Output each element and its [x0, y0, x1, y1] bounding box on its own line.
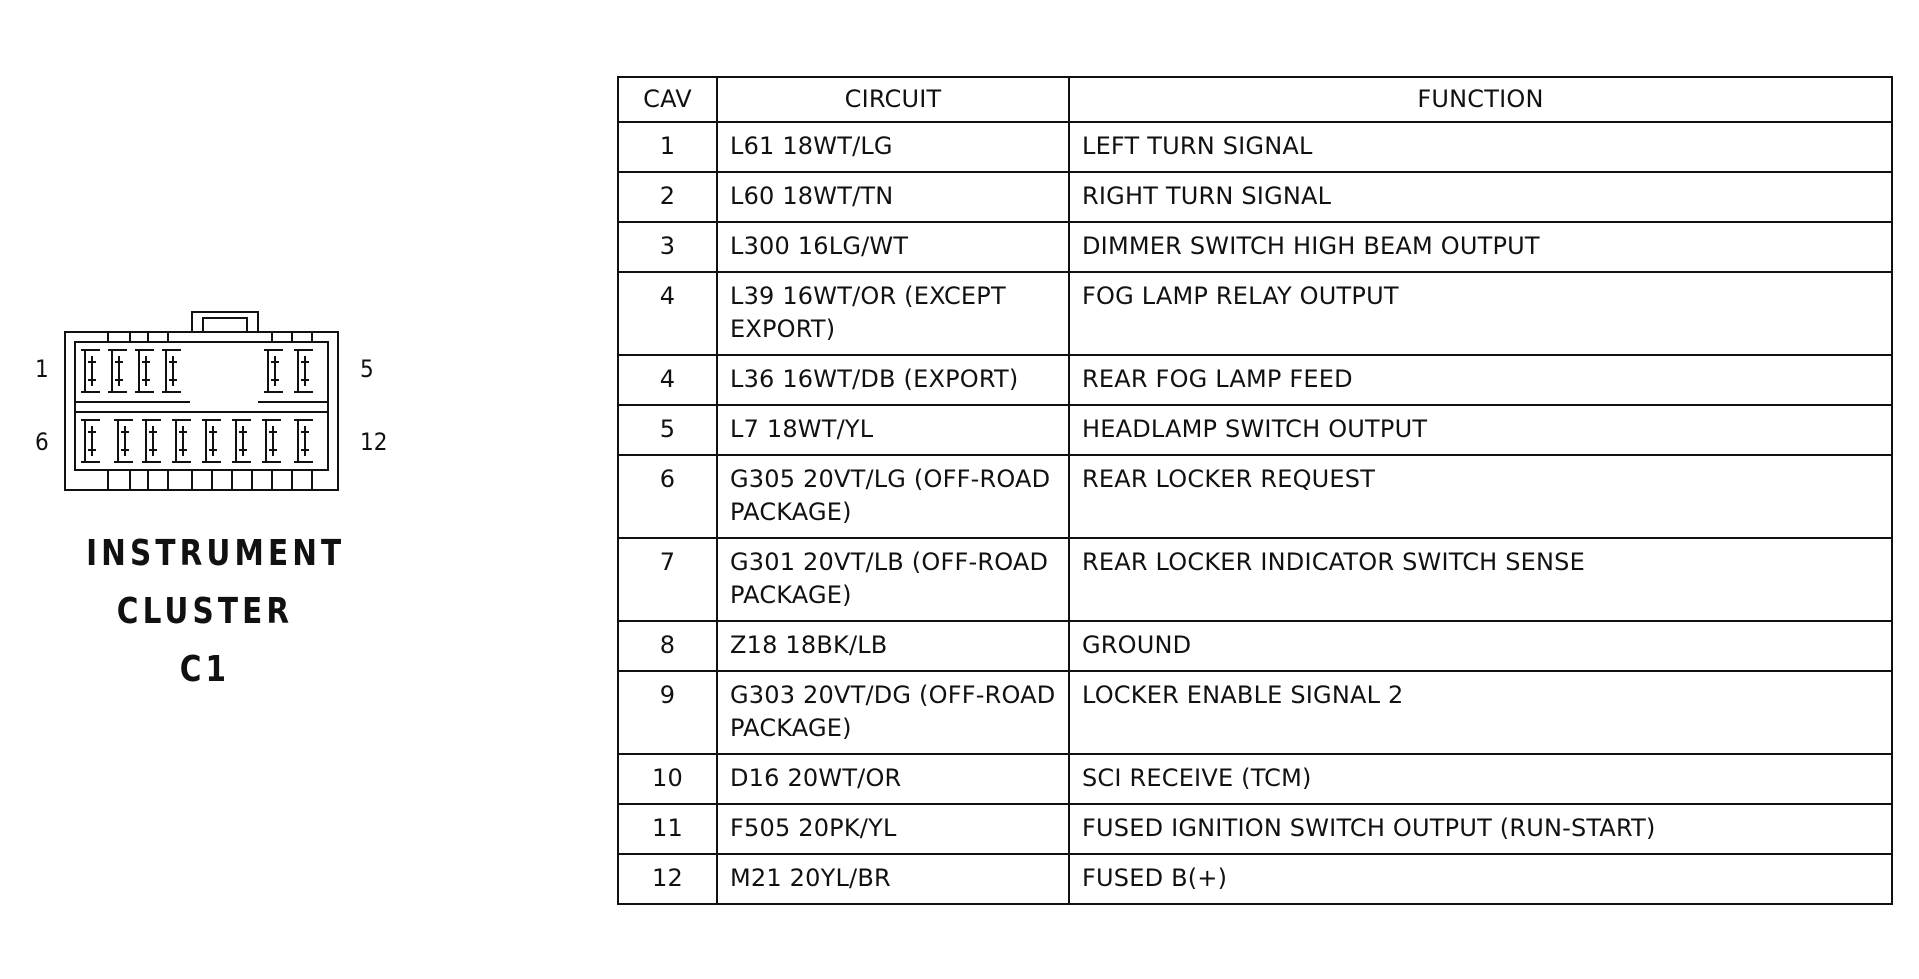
cav-cell: 11: [618, 804, 717, 854]
circuit-cell: L60 18WT/TN: [717, 172, 1069, 222]
cav-cell: 3: [618, 222, 717, 272]
cav-cell: 8: [618, 621, 717, 671]
pinout-table: [617, 76, 1893, 905]
cav-cell: 6: [618, 455, 717, 538]
circuit-cell: L300 16LG/WT: [717, 222, 1069, 272]
function-cell: SCI RECEIVE (TCM): [1069, 754, 1892, 804]
table-row: [618, 621, 1892, 671]
function-cell: DIMMER SWITCH HIGH BEAM OUTPUT: [1069, 222, 1892, 272]
function-cell: GROUND: [1069, 621, 1892, 671]
table-header-row: [618, 77, 1892, 122]
table-row: [618, 671, 1892, 754]
function-cell: HEADLAMP SWITCH OUTPUT: [1069, 405, 1892, 455]
function-cell: REAR FOG LAMP FEED: [1069, 355, 1892, 405]
header-function: FUNCTION: [1069, 77, 1892, 122]
cav-cell: 4: [618, 272, 717, 355]
cav-cell: 4: [618, 355, 717, 405]
table-row: [618, 538, 1892, 621]
circuit-cell: Z18 18BK/LB: [717, 621, 1069, 671]
pin-label-12: 12: [360, 428, 388, 456]
connector-face-icon: [0, 0, 420, 520]
connector-title-line2: CLUSTER C1: [116, 591, 294, 690]
function-cell: REAR LOCKER REQUEST: [1069, 455, 1892, 538]
table-row: [618, 355, 1892, 405]
function-cell: RIGHT TURN SIGNAL: [1069, 172, 1892, 222]
cav-cell: 12: [618, 854, 717, 904]
cav-cell: 7: [618, 538, 717, 621]
cav-cell: 10: [618, 754, 717, 804]
pin-label-1: 1: [35, 355, 49, 383]
circuit-cell: G305 20VT/LG (OFF-ROAD PACKAGE): [717, 455, 1069, 538]
table-row: [618, 122, 1892, 172]
function-cell: FUSED IGNITION SWITCH OUTPUT (RUN-START): [1069, 804, 1892, 854]
function-cell: LEFT TURN SIGNAL: [1069, 122, 1892, 172]
circuit-cell: G303 20VT/DG (OFF-ROAD PACKAGE): [717, 671, 1069, 754]
cav-cell: 2: [618, 172, 717, 222]
circuit-cell: L7 18WT/YL: [717, 405, 1069, 455]
circuit-cell: G301 20VT/LB (OFF-ROAD PACKAGE): [717, 538, 1069, 621]
circuit-cell: L39 16WT/OR (EXCEPT EXPORT): [717, 272, 1069, 355]
table-row: [618, 754, 1892, 804]
table-row: [618, 172, 1892, 222]
table-row: [618, 272, 1892, 355]
header-circuit: CIRCUIT: [717, 77, 1069, 122]
table-row: [618, 405, 1892, 455]
table-row: [618, 854, 1892, 904]
connector-title: [86, 525, 346, 699]
connector-title-line1: INSTRUMENT: [86, 533, 346, 574]
pin-label-6: 6: [35, 428, 49, 456]
function-cell: FUSED B(+): [1069, 854, 1892, 904]
function-cell: LOCKER ENABLE SIGNAL 2: [1069, 671, 1892, 754]
cav-cell: 5: [618, 405, 717, 455]
function-cell: REAR LOCKER INDICATOR SWITCH SENSE: [1069, 538, 1892, 621]
circuit-cell: D16 20WT/OR: [717, 754, 1069, 804]
header-cav: CAV: [618, 77, 717, 122]
pin-label-5: 5: [360, 355, 374, 383]
cav-cell: 9: [618, 671, 717, 754]
table-row: [618, 804, 1892, 854]
table-row: [618, 222, 1892, 272]
cav-cell: 1: [618, 122, 717, 172]
function-cell: FOG LAMP RELAY OUTPUT: [1069, 272, 1892, 355]
circuit-cell: L36 16WT/DB (EXPORT): [717, 355, 1069, 405]
circuit-cell: L61 18WT/LG: [717, 122, 1069, 172]
circuit-cell: M21 20YL/BR: [717, 854, 1069, 904]
table-row: [618, 455, 1892, 538]
circuit-cell: F505 20PK/YL: [717, 804, 1069, 854]
